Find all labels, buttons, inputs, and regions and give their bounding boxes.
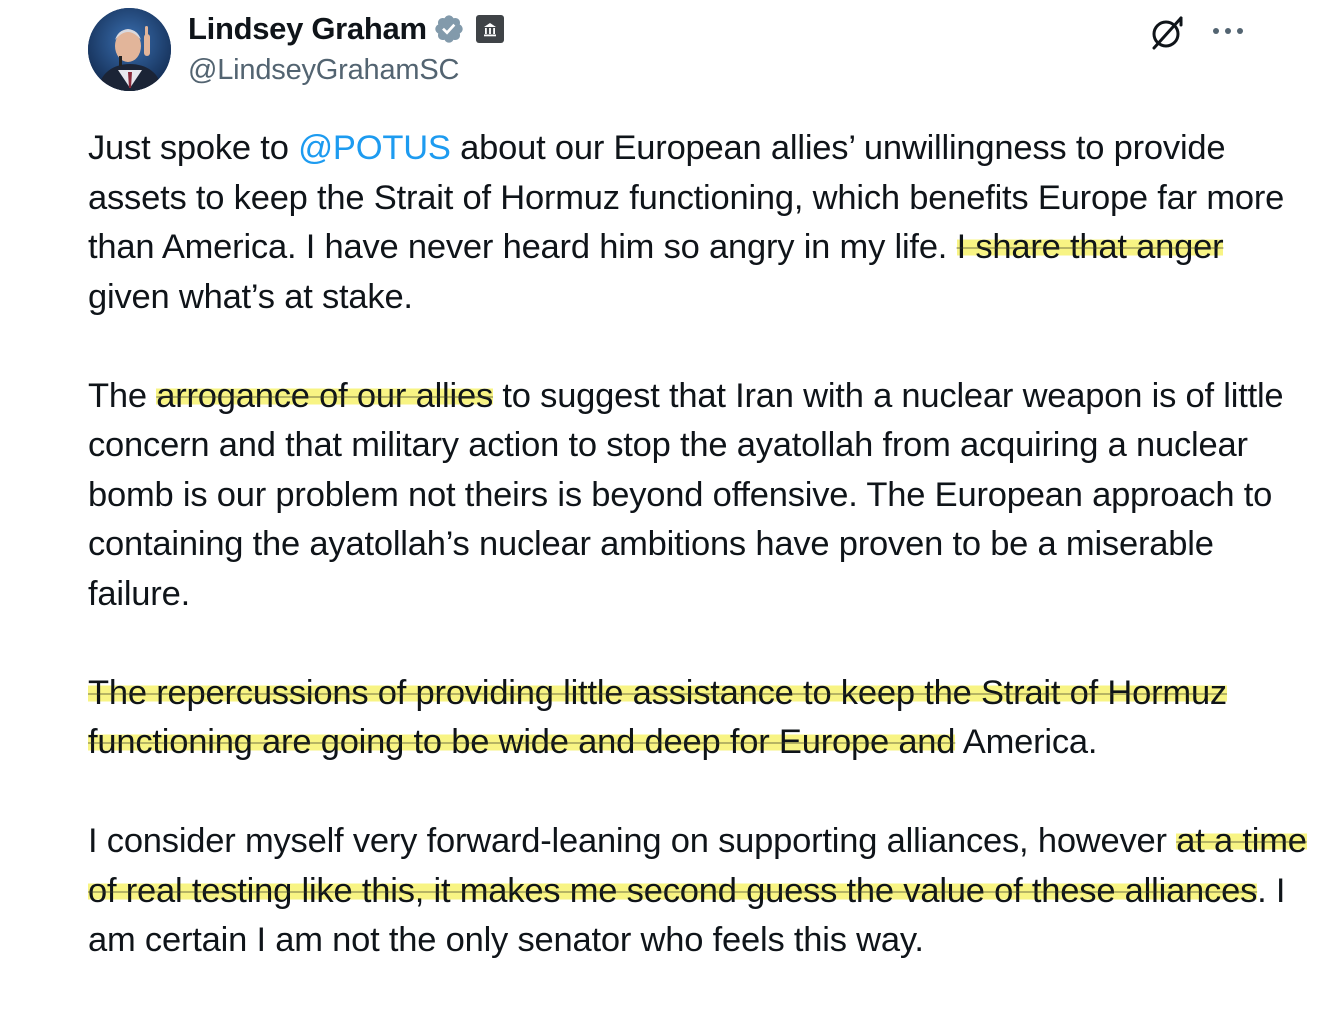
text-segment: The — [88, 376, 157, 415]
author-names — [188, 8, 505, 87]
tweet-paragraph-1 — [88, 124, 1308, 322]
highlighted-text: I share that anger — [956, 228, 1224, 266]
tweet-header — [88, 8, 1258, 92]
text-segment: about our European allies’ unwillingness to provide assets to keep the Strait of Hormuz functioning, which benefits Europe far more than America. I have never heard him so angry in my life. — [88, 129, 1285, 266]
text-segment: America. — [955, 723, 1098, 761]
text-segment: I consider myself very forward-leaning on supporting alliances, however — [88, 822, 1177, 860]
highlighted-text: at a time of real testing like this, it makes me second guess the value of these alliances — [88, 822, 1307, 910]
highlighted-text: The repercussions of providing little assistance to keep the Strait of Hormuz functioning are going to be wide and deep for Europe and — [88, 673, 1227, 761]
text-segment: given what’s at stake. — [88, 277, 413, 316]
text-segment: . I am certain I am not the only senator who feels this way. — [88, 871, 1286, 959]
tweet-paragraph-4 — [88, 817, 1308, 966]
grok-icon[interactable] — [1148, 14, 1186, 52]
highlighted-text: arrogance of our allies — [156, 376, 493, 415]
display-name-row — [188, 8, 505, 50]
text-segment: Just spoke to — [88, 129, 299, 167]
author-handle[interactable]: @LindseyGrahamSC — [188, 54, 460, 86]
verified-badge-icon[interactable] — [433, 13, 465, 45]
more-options-icon[interactable] — [1208, 16, 1248, 46]
government-building-icon[interactable] — [475, 14, 505, 44]
tweet-text — [88, 124, 1308, 1015]
avatar-photo — [88, 8, 171, 91]
text-segment: to suggest that Iran with a nuclear weapon is of little concern and that military action to stop the ayatollah from acquiring a nuclear bomb is our problem not theirs is beyond offensive. The European approach to containing the ayatollah’s nuclear ambitions have proven to be a miserable failure. — [88, 376, 1284, 613]
display-name[interactable]: Lindsey Graham — [188, 11, 427, 46]
mention-link[interactable]: @POTUS — [298, 129, 451, 167]
tweet-paragraph-3 — [88, 669, 1308, 768]
avatar[interactable] — [88, 8, 171, 91]
tweet-paragraph-2 — [88, 372, 1308, 620]
